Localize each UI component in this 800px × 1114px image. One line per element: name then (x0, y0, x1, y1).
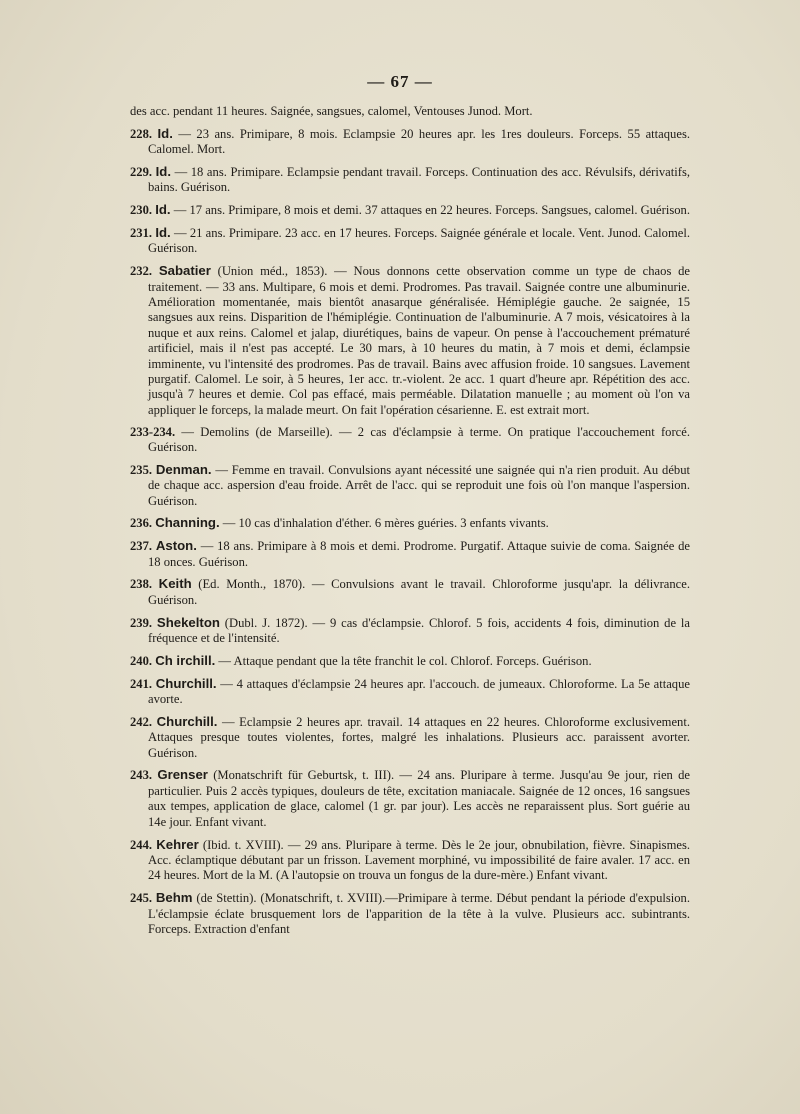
entry-author: Churchill. (155, 675, 217, 691)
entry-author: Id. (155, 202, 171, 218)
entry-4 (130, 225, 690, 257)
entry-7 (130, 462, 690, 509)
entry-14 (130, 714, 690, 761)
entry-author: Sabatier (158, 263, 211, 279)
entry-author: Grenser (157, 767, 208, 783)
entry-author: Keith (158, 576, 192, 592)
entry-2 (130, 164, 690, 196)
entry-12 (130, 653, 690, 669)
entry-number: 244. (130, 837, 157, 852)
entry-number: 242. (130, 714, 157, 729)
entry-number: 243. (130, 768, 158, 783)
entry-author: Denman. (155, 461, 212, 477)
document-body (130, 104, 690, 944)
entry-text: — 18 ans. Primipare. Eclampsie pendant travail. Forceps. Continuation des acc. Révulsifs, dérivatifs, bains. Guérison. (148, 165, 690, 195)
entry-text: — Eclampsie 2 heures apr. travail. 14 attaques en 22 heures. Chloroforme exclusivement. Attaques presque toutes violentes, fortes, malgré les inhalations. Plusieurs acc. paraissent avorter. Guérison. (148, 714, 691, 760)
entry-text: (Ibid. t. XVIII). — 29 ans. Pluripare à terme. Dès le 2e jour, obnubilation, fièvre. Sinapismes. Acc. éclamptique débutant par un frisson. Lavement morphiné, vu impossibilité de faire avaler. 17 acc. en 24 heures. Mort de la M. (A l'autopsie on trouva un fongus de la dure-mère.) Enfant vivant. (148, 837, 690, 883)
entry-author: Churchill. (156, 713, 218, 729)
entry-author: Id. (155, 164, 172, 179)
entry-text: — 10 cas d'inhalation d'éther. 6 mères guéries. 3 enfants vivants. (219, 516, 549, 531)
entry-number: 229. (130, 165, 156, 179)
entry-5 (130, 263, 690, 418)
entry-9 (130, 538, 690, 570)
entry-17 (130, 890, 690, 937)
entry-15 (130, 767, 690, 830)
entry-number: 236. (130, 516, 156, 531)
entry-text: — 4 attaques d'éclampsie 24 heures apr. l'accouch. de jumeaux. Chloroforme. La 5e attaque avorte. (148, 676, 690, 707)
entry-text: — Demolins (de Marseille). — 2 cas d'éclampsie à terme. On pratique l'accouchement forcé. Guérison. (148, 424, 690, 455)
entry-text: des acc. pendant 11 heures. Saignée, sangsues, calomel, Ventouses Junod. Mort. (130, 104, 533, 118)
entry-author: Channing. (155, 515, 220, 531)
entry-11 (130, 615, 690, 647)
entry-author: Shekelton (156, 614, 220, 630)
entry-author: Aston. (155, 538, 197, 554)
entry-number: 241. (130, 676, 156, 691)
entry-text: — Attaque pendant que la tête franchit le col. Chlorof. Forceps. Guérison. (215, 653, 592, 668)
entry-number: 237. (130, 539, 156, 554)
entry-number: 238. (130, 577, 159, 592)
entry-number: 235. (130, 462, 156, 477)
entry-text: — 18 ans. Primipare à 8 mois et demi. Prodrome. Purgatif. Attaque suivie de coma. Saignée de 18 onces. Guérison. (148, 539, 690, 569)
entry-3 (130, 202, 690, 218)
entry-number: 233-234. (130, 424, 182, 439)
entry-text: — 23 ans. Primipare, 8 mois. Eclampsie 20 heures apr. les 1res douleurs. Forceps. 55 attaques. Calomel. Mort. (148, 126, 690, 157)
entry-number: 232. (130, 264, 159, 279)
page-number: — 67 — (367, 72, 433, 91)
entry-1 (130, 126, 690, 158)
entry-author: Ch irchill. (155, 652, 216, 668)
entry-author: Kehrer (156, 836, 199, 852)
entry-number: 228. (130, 126, 158, 141)
entry-number: 231. (130, 226, 156, 240)
entry-author: Id. (157, 125, 173, 141)
entry-author: Id. (155, 225, 171, 240)
entry-author: Behm (155, 890, 193, 906)
entry-text: (Monatschrift für Geburtsk, t. III). — 24 ans. Pluripare à terme. Jusqu'au 9e jour, rien de particulier. Puis 2 accès typiques, douleurs de tête, excitation maniacale. Saignée de 12 onces, 16 sangsues aux tempes, application de glace, calomel (1 gr. par jour). Les accès ne reparaissent plus. Sort guérie au 14e jour. Enfant vivant. (148, 768, 690, 829)
entry-0 (130, 104, 690, 119)
entry-number: 239. (130, 615, 157, 630)
entry-text: — Femme en travail. Convulsions ayant nécessité une saignée qui n'a rien produit. Au début de chaque acc. aspersion d'eau froide. Arrêt de l'acc. qui se reproduit une fois où l'on manque l'aspersion. Guérison. (148, 462, 691, 508)
entry-10 (130, 576, 690, 608)
entry-text: (Ed. Month., 1870). — Convulsions avant le travail. Chloroforme jusqu'apr. la délivrance. Guérison. (148, 577, 690, 607)
entry-text: (de Stettin). (Monatschrift, t. XVIII).—Primipare à terme. Début pendant la période d'expulsion. L'éclampsie éclate brusquement lors de l'apparition de la tête à la vulve. Plusieurs acc. subintrants. Forceps. Extraction d'enfant (148, 891, 691, 936)
entry-number: 240. (130, 653, 156, 668)
entry-number: 230. (130, 203, 156, 218)
entry-text: — 17 ans. Primipare, 8 mois et demi. 37 attaques en 22 heures. Forceps. Sangsues, calomel. Guérison. (170, 203, 690, 218)
entry-text: (Dubl. J. 1872). — 9 cas d'éclampsie. Chlorof. 5 fois, accidents 4 fois, diminution de la fréquence et de l'intensité. (148, 615, 690, 646)
entry-13 (130, 676, 690, 708)
entry-number: 245. (130, 891, 156, 906)
entry-8 (130, 515, 690, 531)
entry-16 (130, 837, 690, 884)
entry-text: (Union méd., 1853). — Nous donnons cette observation comme un type de chaos de traitement. — 33 ans. Multipare, 6 mois et demi. Prodromes. Pas travail. Saignée contre une albuminurie. Amélioration momentanée, mais bientôt anasarque généralisée. Hémiplégie gauche. 2e saignée, 15 sangsues aux reins. Disparition de l'hémiplégie. Continuation de l'albuminurie. A 7 mois, vésicatoires à la nuque et aux reins. Calomel et jalap, diurétiques, bains de vapeur. On pense à l'accouchement prématuré artificiel, mais il n'est pas accepté. Le 30 mars, à 10 heures du matin, à 7 mois et demi, éclampsie imminente, vu l'intensité des prodromes. Pas de travail. Bains avec affusion froide. 10 sangsues. Lavement purgatif. Calomel. Le soir, à 5 heures, 1er acc. tr.-violent. 2e acc. 1 quart d'heure apr. Répétition des acc. jusqu'à 7 heures et demie. Col pas effacé, mais perméable. Dilatation manuelle ; au moment où l'on va appliquer le forceps, la malade meurt. On fait l'opération césarienne. E. est extrait mort. (148, 264, 690, 417)
entry-6 (130, 425, 690, 456)
entry-text: — 21 ans. Primipare. 23 acc. en 17 heures. Forceps. Saignée générale et locale. Vent. Junod. Calomel. Guérison. (148, 226, 691, 256)
